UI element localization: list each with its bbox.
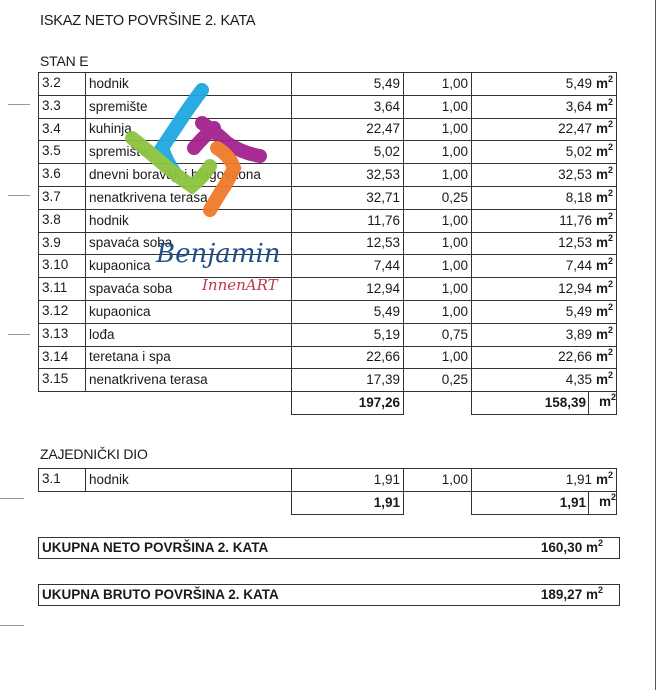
- common-sum-row: [39, 491, 617, 514]
- room-area: 22,47: [292, 118, 404, 141]
- room-area: 11,76: [292, 209, 404, 232]
- unit-label: $m^2$: [595, 256, 613, 274]
- room-number: 3.6: [39, 164, 86, 187]
- room-net-area: 32,53 $m^2$: [472, 164, 617, 187]
- page-edge-line: [655, 0, 656, 690]
- unit-label: $m^2$: [595, 279, 613, 297]
- room-coefficient: 0,75: [404, 323, 472, 346]
- table-row: [39, 323, 617, 346]
- margin-tick: [8, 195, 30, 196]
- unit-label: $m^2$: [588, 491, 616, 515]
- document-title: ISKAZ NETO POVRŠINE 2. KATA: [40, 13, 256, 29]
- table-row: [39, 141, 617, 164]
- sum-net: [472, 392, 617, 415]
- table-row: [39, 118, 617, 141]
- room-number: 3.1: [39, 469, 86, 492]
- room-net-area: 5,02 $m^2$: [472, 141, 617, 164]
- room-coefficient: 1,00: [404, 469, 472, 492]
- room-area: 17,39: [292, 369, 404, 392]
- room-net-area: 7,44 $m^2$: [472, 255, 617, 278]
- room-number: 3.14: [39, 346, 86, 369]
- total-net-box: [38, 537, 620, 559]
- unit-label: $m^2$: [595, 469, 613, 487]
- table-row: [39, 369, 617, 392]
- room-name: spavaća soba: [86, 232, 292, 255]
- room-number: 3.4: [39, 118, 86, 141]
- table-row: [39, 95, 617, 118]
- unit-label: $m^2$: [595, 165, 613, 183]
- room-number: 3.9: [39, 232, 86, 255]
- sum-area: 1,91: [292, 491, 404, 514]
- table-row: [39, 469, 617, 492]
- unit-label: $m^2$: [595, 210, 613, 228]
- room-area: 32,53: [292, 164, 404, 187]
- margin-tick: [0, 625, 24, 626]
- stan-e-sum-row: [39, 392, 617, 415]
- unit-label: $m^2$: [595, 73, 613, 91]
- room-coefficient: 1,00: [404, 232, 472, 255]
- table-row: [39, 164, 617, 187]
- unit-label: $m^2$: [595, 142, 613, 160]
- total-net-label: UKUPNA NETO POVRŠINA 2. KATA: [42, 540, 269, 555]
- room-area: 12,53: [292, 232, 404, 255]
- room-coefficient: 1,00: [404, 255, 472, 278]
- table-row: [39, 346, 617, 369]
- unit-label: $m^2$: [595, 324, 613, 342]
- room-number: 3.2: [39, 73, 86, 96]
- room-name: hodnik: [86, 73, 292, 96]
- room-name: teretana i spa: [86, 346, 292, 369]
- unit-label: $m^2$: [588, 391, 616, 415]
- section-label-stan-e: STAN E: [40, 53, 89, 69]
- stan-e-table: [38, 72, 617, 415]
- room-name: hodnik: [86, 209, 292, 232]
- table-row: [39, 232, 617, 255]
- room-number: 3.13: [39, 323, 86, 346]
- room-area: 1,91: [292, 469, 404, 492]
- room-net-area: 5,49 $m^2$: [472, 73, 617, 96]
- room-number: 3.3: [39, 95, 86, 118]
- room-name: nenatkrivena terasa: [86, 369, 292, 392]
- unit-label: $m^2$: [595, 301, 613, 319]
- room-number: 3.7: [39, 186, 86, 209]
- room-net-area: 1,91 $m^2$: [472, 469, 617, 492]
- room-name: kuhinja: [86, 118, 292, 141]
- room-number: 3.8: [39, 209, 86, 232]
- room-area: 5,19: [292, 323, 404, 346]
- total-gross-box: [38, 584, 620, 606]
- room-net-area: 12,53 $m^2$: [472, 232, 617, 255]
- room-number: 3.12: [39, 300, 86, 323]
- room-net-area: 3,89 $m^2$: [472, 323, 617, 346]
- sum-net-value: 158,39: [544, 395, 586, 411]
- room-coefficient: 1,00: [404, 209, 472, 232]
- room-coefficient: 1,00: [404, 118, 472, 141]
- room-coefficient: 1,00: [404, 164, 472, 187]
- room-area: 32,71: [292, 186, 404, 209]
- margin-tick: [0, 498, 24, 499]
- room-area: 5,49: [292, 300, 404, 323]
- room-name: spavaća soba: [86, 278, 292, 301]
- table-row: [39, 186, 617, 209]
- room-number: 3.5: [39, 141, 86, 164]
- room-net-area: 4,35 $m^2$: [472, 369, 617, 392]
- room-name: lođa: [86, 323, 292, 346]
- room-name: dnevni boravak i blagovaona: [86, 164, 292, 187]
- room-name: nenatkrivena terasa: [86, 186, 292, 209]
- room-coefficient: 1,00: [404, 73, 472, 96]
- margin-tick: [8, 104, 30, 105]
- table-row: [39, 278, 617, 301]
- room-name: kupaonica: [86, 255, 292, 278]
- room-area: 7,44: [292, 255, 404, 278]
- common-table: [38, 468, 617, 515]
- room-name: hodnik: [86, 469, 292, 492]
- room-number: 3.11: [39, 278, 86, 301]
- room-coefficient: 0,25: [404, 369, 472, 392]
- room-number: 3.10: [39, 255, 86, 278]
- table-row: [39, 209, 617, 232]
- sum-net-value: 1,91: [559, 494, 586, 510]
- unit-label: $m^2$: [595, 96, 613, 114]
- unit-label: $m^2$: [595, 187, 613, 205]
- room-area: 12,94: [292, 278, 404, 301]
- room-area: 3,64: [292, 95, 404, 118]
- total-gross-label: UKUPNA BRUTO POVRŠINA 2. KATA: [42, 587, 279, 602]
- sum-area: 197,26: [292, 392, 404, 415]
- room-coefficient: 0,25: [404, 186, 472, 209]
- room-net-area: 22,66 $m^2$: [472, 346, 617, 369]
- sum-net: [472, 491, 617, 514]
- room-coefficient: 1,00: [404, 141, 472, 164]
- room-coefficient: 1,00: [404, 346, 472, 369]
- unit-label: $m^2$: [595, 370, 613, 388]
- table-row: [39, 255, 617, 278]
- room-net-area: 22,47 $m^2$: [472, 118, 617, 141]
- room-number: 3.15: [39, 369, 86, 392]
- room-area: 5,49: [292, 73, 404, 96]
- table-row: [39, 300, 617, 323]
- room-net-area: 11,76 $m^2$: [472, 209, 617, 232]
- room-coefficient: 1,00: [404, 95, 472, 118]
- room-net-area: 5,49 $m^2$: [472, 300, 617, 323]
- room-coefficient: 1,00: [404, 278, 472, 301]
- unit-label: $m^2$: [595, 233, 613, 251]
- room-area: 5,02: [292, 141, 404, 164]
- room-area: 22,66: [292, 346, 404, 369]
- unit-label: $m^2$: [595, 119, 613, 137]
- margin-tick: [8, 334, 30, 335]
- room-name: spremište: [86, 95, 292, 118]
- total-gross-value: 189,27 $m^2$: [540, 585, 603, 602]
- table-row: [39, 73, 617, 96]
- room-net-area: 12,94 $m^2$: [472, 278, 617, 301]
- room-coefficient: 1,00: [404, 300, 472, 323]
- total-net-value: 160,30 $m^2$: [540, 538, 603, 555]
- watermark-text-1: Benjamin: [156, 239, 281, 269]
- unit-label: $m^2$: [595, 347, 613, 365]
- room-name: kupaonica: [86, 300, 292, 323]
- section-label-common: ZAJEDNIČKI DIO: [40, 446, 148, 462]
- watermark-text-2: InnenART: [202, 276, 278, 294]
- room-name: spremište: [86, 141, 292, 164]
- room-net-area: 3,64 $m^2$: [472, 95, 617, 118]
- room-net-area: 8,18 $m^2$: [472, 186, 617, 209]
